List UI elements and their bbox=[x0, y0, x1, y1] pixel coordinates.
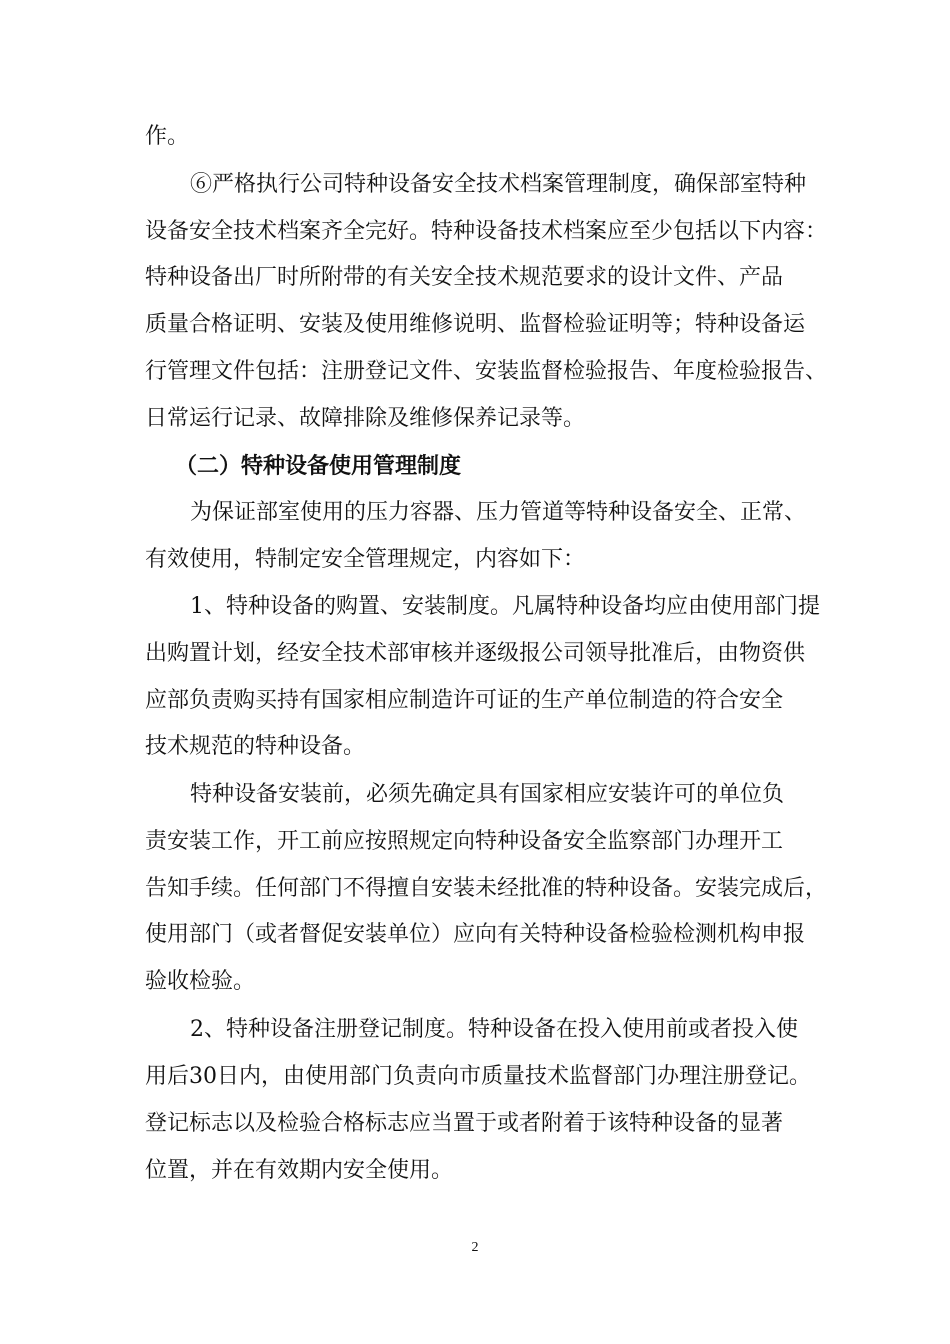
paragraph-line: 日常运行记录、故障排除及维修保养记录等。 bbox=[145, 406, 586, 431]
paragraph-line: 用后30日内，由使用部门负责向市质量技术监督部门办理注册登记。 bbox=[145, 1064, 811, 1089]
paragraph-line: 有效使用，特制定安全管理规定，内容如下： bbox=[145, 547, 586, 572]
paragraph-line: 告知手续。任何部门不得擅自安装未经批准的特种设备。安装完成后， bbox=[145, 876, 828, 901]
paragraph-line: 特种设备安装前，必须先确定具有国家相应安装许可的单位负 bbox=[190, 782, 785, 807]
paragraph-line: 位置，并在有效期内安全使用。 bbox=[145, 1158, 454, 1183]
section-heading: （二）特种设备使用管理制度 bbox=[175, 454, 462, 479]
paragraph-line: 应部负责购买持有国家相应制造许可证的生产单位制造的符合安全 bbox=[145, 688, 784, 713]
paragraph-line: 出购置计划，经安全技术部审核并逐级报公司领导批准后，由物资供 bbox=[145, 641, 806, 666]
paragraph-line: 技术规范的特种设备。 bbox=[145, 734, 366, 759]
paragraph-line: ⑥严格执行公司特种设备安全技术档案管理制度，确保部室特种 bbox=[190, 172, 807, 197]
page-number: 2 bbox=[471, 1240, 479, 1255]
paragraph-line: 责安装工作，开工前应按照规定向特种设备安全监察部门办理开工 bbox=[145, 829, 784, 854]
paragraph-line: 质量合格证明、安装及使用维修说明、监督检验证明等；特种设备运 bbox=[145, 312, 806, 337]
paragraph-line: 1、特种设备的购置、安装制度。凡属特种设备均应由使用部门提 bbox=[190, 594, 820, 619]
paragraph-line: 特种设备出厂时所附带的有关安全技术规范要求的设计文件、产品 bbox=[145, 265, 784, 290]
paragraph-line: 为保证部室使用的压力容器、压力管道等特种设备安全、正常、 bbox=[190, 500, 807, 525]
paragraph-line: 行管理文件包括：注册登记文件、安装监督检验报告、年度检验报告、 bbox=[145, 359, 828, 384]
paragraph-line: 登记标志以及检验合格标志应当置于或者附着于该特种设备的显著 bbox=[145, 1111, 784, 1136]
paragraph-line: 验收检验。 bbox=[145, 969, 256, 994]
paragraph-line: 设备安全技术档案齐全完好。特种设备技术档案应至少包括以下内容： bbox=[145, 219, 828, 244]
paragraph-line: 2、特种设备注册登记制度。特种设备在投入使用前或者投入使 bbox=[190, 1017, 798, 1042]
paragraph-line: 使用部门（或者督促安装单位）应向有关特种设备检验检测机构申报 bbox=[145, 922, 806, 947]
paragraph-line: 作。 bbox=[145, 124, 190, 149]
